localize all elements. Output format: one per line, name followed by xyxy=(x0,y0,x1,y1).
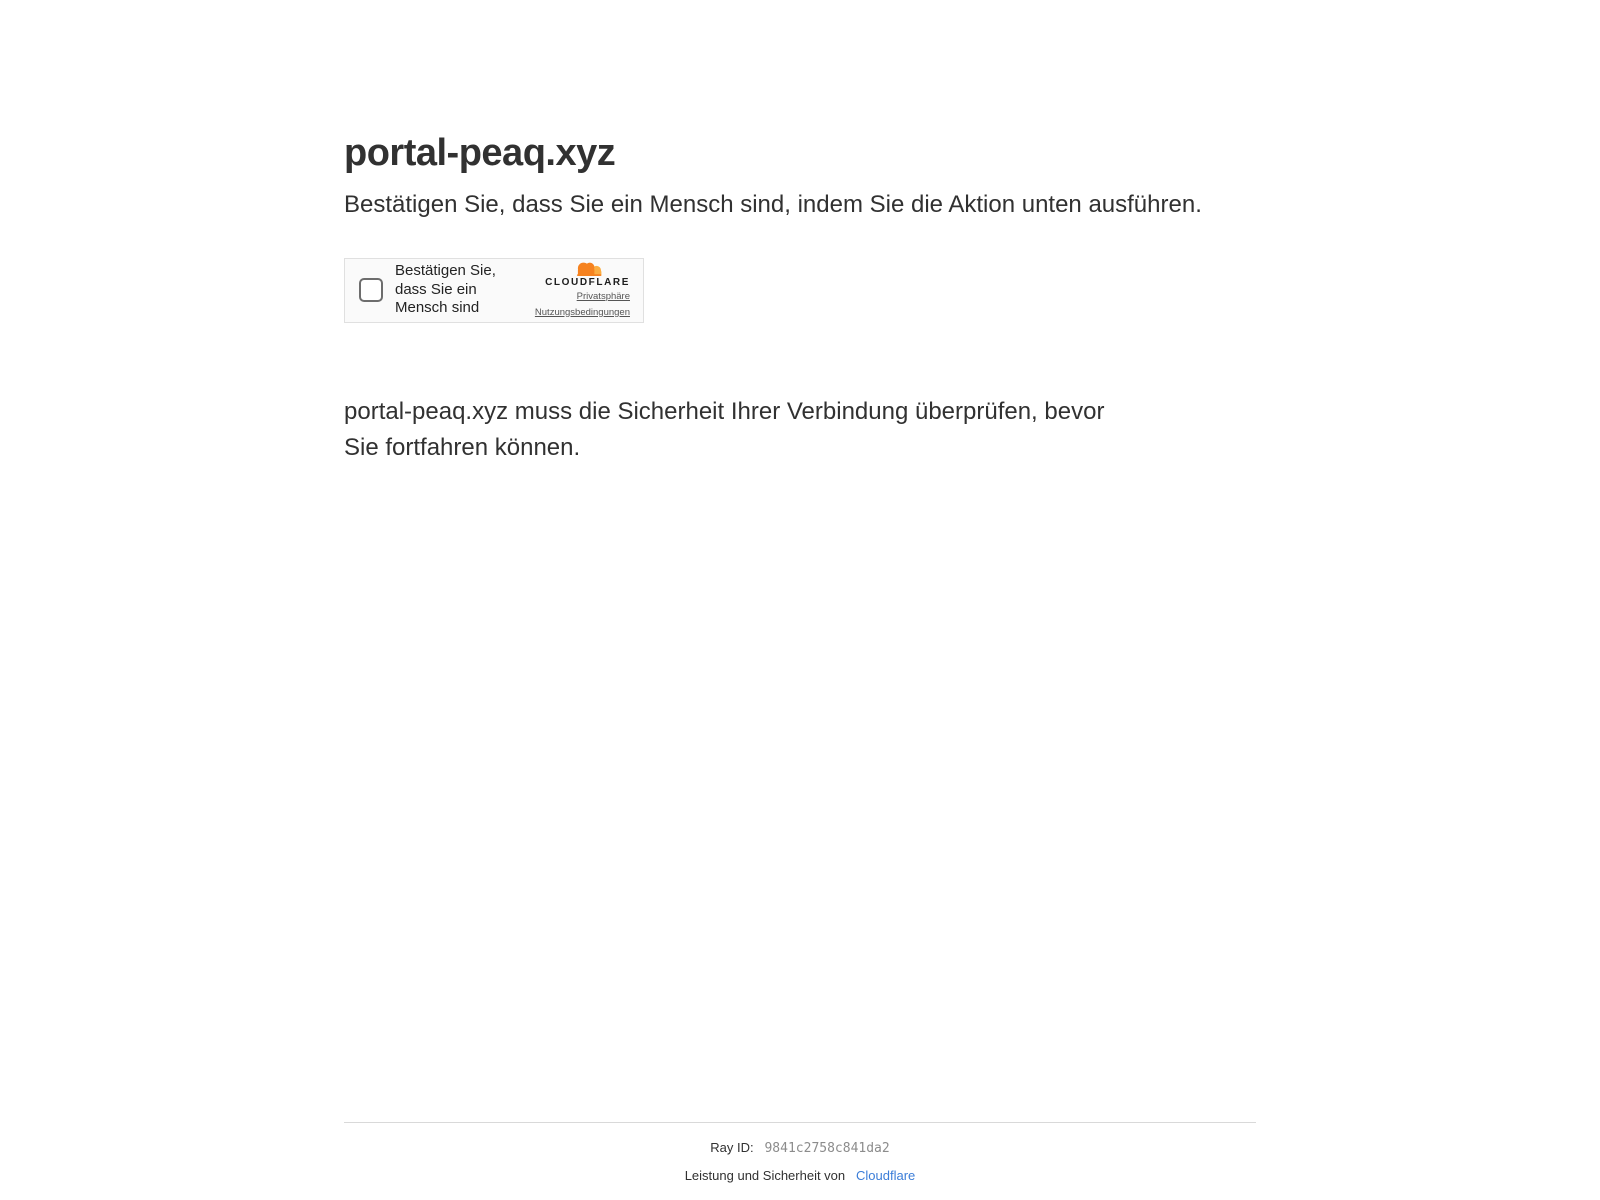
ray-id-line xyxy=(344,1140,1256,1157)
cloudflare-logo xyxy=(545,260,630,288)
cloudflare-wordmark: CLOUDFLARE xyxy=(545,277,630,289)
page-footer xyxy=(344,1122,1256,1200)
turnstile-links xyxy=(535,289,630,319)
cloudflare-link[interactable]: Cloudflare xyxy=(856,1168,916,1183)
security-check-message: portal-peaq.xyz muss die Sicherheit Ihrer Verbindung überprüfen, bevor Sie fortfahren können. xyxy=(344,397,1105,461)
checkbox-label: Bestätigen Sie, dass Sie ein Mensch sind xyxy=(395,261,496,317)
privacy-link[interactable]: Privatsphäre xyxy=(576,291,630,303)
page-subtitle: Bestätigen Sie, dass Sie ein Mensch sind, indem Sie die Aktion unten ausführen. xyxy=(344,190,1202,218)
human-verification-checkbox[interactable] xyxy=(359,278,383,302)
ray-id-value: 9841c2758c841da2 xyxy=(764,1141,890,1156)
cloudflare-cloud-icon xyxy=(572,260,605,277)
ray-id-label: Ray ID: xyxy=(710,1140,754,1155)
cloudflare-branding xyxy=(535,260,630,319)
powered-by-text: Leistung und Sicherheit von xyxy=(684,1168,846,1183)
terms-link[interactable]: Nutzungsbedingungen xyxy=(534,306,630,318)
page-title: portal-peaq.xyz xyxy=(344,132,616,174)
powered-by-line xyxy=(344,1168,1256,1184)
turnstile-widget xyxy=(344,258,644,323)
